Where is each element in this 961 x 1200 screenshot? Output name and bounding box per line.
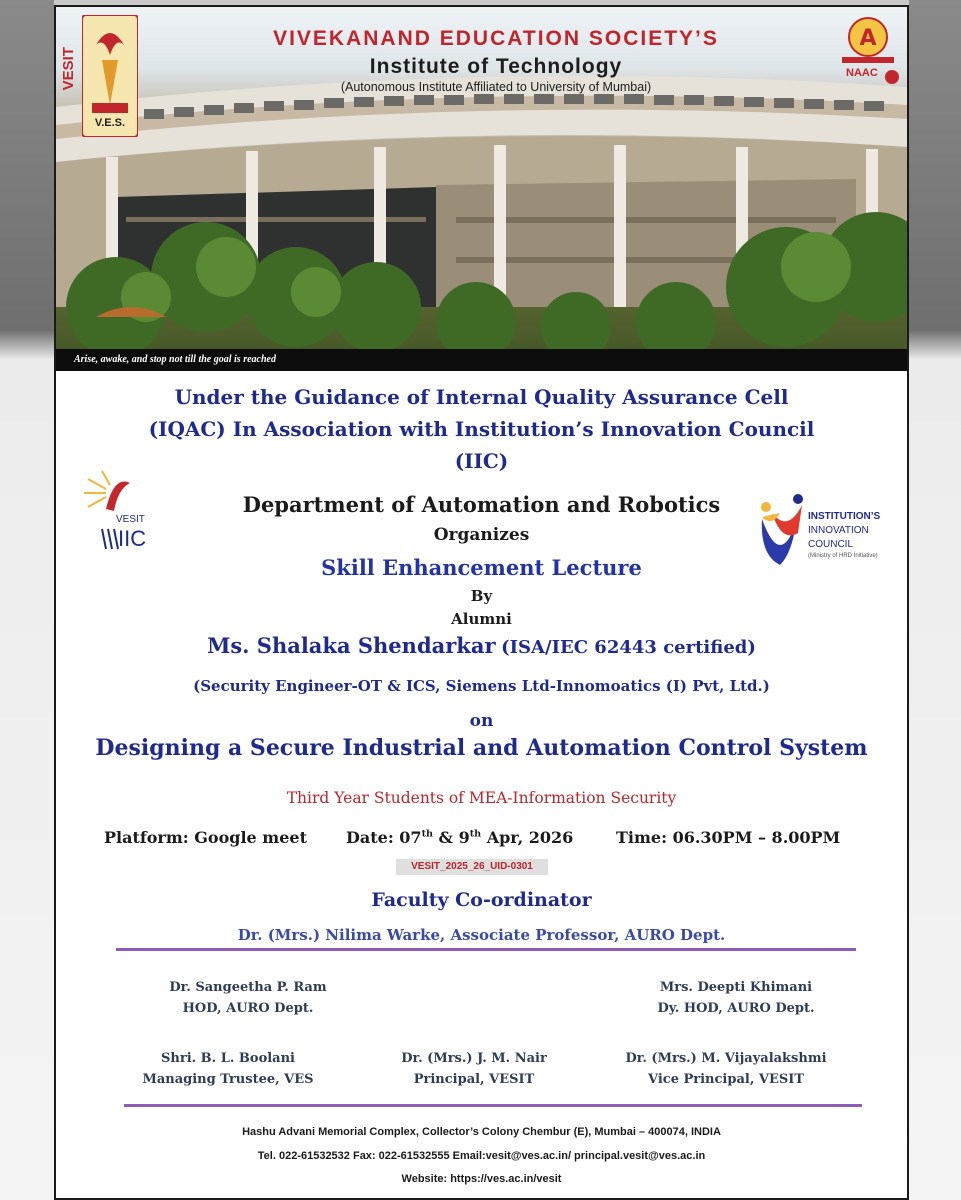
speaker-name: Ms. Shalaka Shendarkar bbox=[207, 633, 496, 658]
signatory-trustee-role: Managing Trustee, VES bbox=[142, 1072, 314, 1087]
header-banner bbox=[56, 7, 907, 371]
svg-text:A: A bbox=[859, 26, 877, 51]
signatory-hod bbox=[148, 977, 348, 1019]
by-label: By bbox=[470, 587, 493, 605]
ves-logo-caption: V.E.S. bbox=[94, 117, 126, 129]
vesit-iic-main-text: IIC bbox=[118, 526, 147, 551]
date-info bbox=[346, 828, 573, 847]
society-title: VIVEKANAND EDUCATION SOCIETY’S bbox=[273, 27, 719, 50]
date-suffix-1: th bbox=[421, 828, 433, 840]
signatory-trustee-name: Shri. B. L. Boolani bbox=[161, 1051, 295, 1066]
signatory-vice-principal bbox=[616, 1048, 836, 1090]
alumni-label: Alumni bbox=[451, 610, 512, 628]
footer-address: Hashu Advani Memorial Complex, Collector’s Colony Chembur (E), Mumbai – 400074, INDIA bbox=[242, 1126, 721, 1138]
signatory-dy-hod bbox=[636, 977, 836, 1019]
divider-top bbox=[116, 948, 856, 951]
signatory-hod-role: HOD, AURO Dept. bbox=[182, 1001, 314, 1016]
date-year: Apr, 2026 bbox=[481, 828, 574, 847]
trees-photo bbox=[56, 197, 907, 357]
signatory-principal-name: Dr. (Mrs.) J. M. Nair bbox=[401, 1051, 547, 1066]
guidance-line-3: (IIC) bbox=[454, 449, 509, 473]
event-poster bbox=[54, 5, 909, 1200]
speaker-certification: (ISA/IEC 62443 certified) bbox=[501, 637, 756, 658]
footer-website: Website: https://ves.ac.in/vesit bbox=[401, 1173, 562, 1185]
department-name: Department of Automation and Robotics bbox=[242, 492, 721, 517]
signatory-vice-principal-role: Vice Principal, VESIT bbox=[647, 1072, 805, 1087]
signatory-principal-role: Principal, VESIT bbox=[413, 1072, 535, 1087]
signatory-principal bbox=[374, 1048, 574, 1090]
background-right bbox=[909, 0, 961, 1200]
platform-info: Platform: Google meet bbox=[104, 828, 307, 847]
iic-right-line-2: INNOVATION bbox=[808, 525, 869, 536]
institute-title: Institute of Technology bbox=[369, 55, 623, 78]
speaker-line bbox=[56, 633, 907, 658]
signatory-hod-name: Dr. Sangeetha P. Ram bbox=[169, 980, 327, 995]
guidance-line-2: (IQAC) In Association with Institution’s Innovation Council bbox=[148, 417, 815, 441]
lecture-topic: Designing a Secure Industrial and Automation Control System bbox=[95, 735, 868, 761]
target-audience: Third Year Students of MEA-Information Security bbox=[286, 789, 677, 807]
guidance-line-1: Under the Guidance of Internal Quality Assurance Cell bbox=[174, 385, 789, 409]
iic-right-line-3: COUNCIL bbox=[808, 539, 854, 550]
coordinator-heading: Faculty Co-ordinator bbox=[371, 889, 592, 911]
naac-label: NAAC bbox=[846, 67, 878, 79]
coordinator-name: Dr. (Mrs.) Nilima Warke, Associate Professor, AURO Dept. bbox=[237, 926, 726, 944]
speaker-role: (Security Engineer-OT & ICS, Siemens Ltd-Innomoatics (I) Pvt, Ltd.) bbox=[193, 677, 770, 695]
organizes-label: Organizes bbox=[433, 525, 530, 545]
time-info: Time: 06.30PM – 8.00PM bbox=[616, 828, 841, 847]
affiliation-subtitle: (Autonomous Institute Affiliated to University of Mumbai) bbox=[340, 80, 652, 94]
date-middle: & 9 bbox=[432, 828, 470, 847]
vesit-iic-top-text: VESIT bbox=[116, 514, 145, 525]
iic-right-line-1: INSTITUTION’S bbox=[808, 511, 881, 522]
signatory-dy-hod-name: Mrs. Deepti Khimani bbox=[659, 980, 813, 995]
motto-text: Arise, awake, and stop not till the goal is reached bbox=[74, 354, 276, 365]
footer-contact: Tel. 022-61532532 Fax: 022-61532555 Email:vesit@ves.ac.in/ principal.vesit@ves.ac.in bbox=[257, 1150, 706, 1162]
signatory-trustee bbox=[128, 1048, 328, 1090]
date-suffix-2: th bbox=[469, 828, 482, 840]
ves-logo-vertical-text: VESIT bbox=[60, 47, 77, 91]
date-prefix: Date: 07 bbox=[346, 828, 422, 847]
iic-right-line-4: (Ministry of HRD Initiative) bbox=[808, 553, 878, 559]
background-left bbox=[0, 0, 54, 1200]
event-type: Skill Enhancement Lecture bbox=[321, 555, 642, 580]
divider-bottom bbox=[124, 1104, 862, 1107]
on-label: on bbox=[469, 711, 494, 731]
event-uid-badge: VESIT_2025_26_UID-0301 bbox=[396, 859, 548, 875]
signatory-vice-principal-name: Dr. (Mrs.) M. Vijayalakshmi bbox=[625, 1051, 827, 1066]
signatory-dy-hod-role: Dy. HOD, AURO Dept. bbox=[657, 1001, 815, 1016]
